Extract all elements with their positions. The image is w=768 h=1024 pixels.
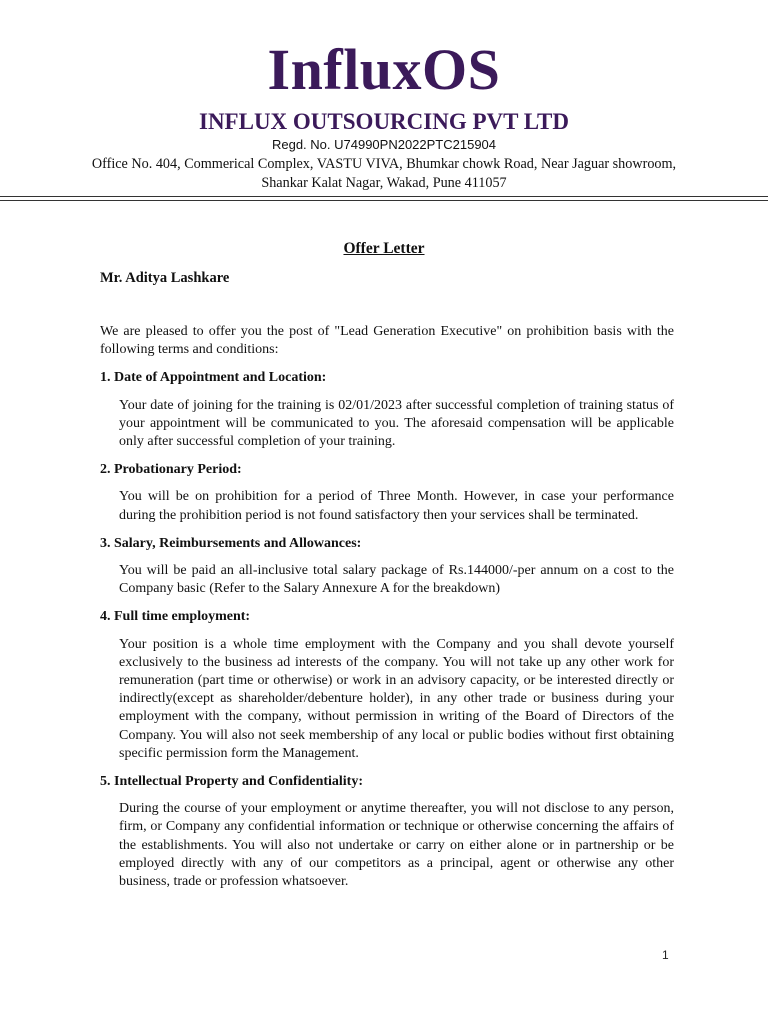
page-number: 1 [662,948,669,962]
addressee-name: Mr. Aditya Lashkare [100,270,230,286]
section-heading-confidentiality: 5. Intellectual Property and Confidentiality: [100,774,364,790]
section-body-confidentiality: During the course of your employment or anytime thereafter, you will not disclose to any person, firm, or Company any confidential information or technique or otherwise concerning the affairs of the establishments. You will also not undertake or carry on either alone or in partnership or be employed directly with any of our competitors as a principal, agent or otherwise any other business, trade or profession whatsoever. [119,801,674,890]
letter-title: Offer Letter [343,240,425,257]
section-heading-appointment: 1. Date of Appointment and Location: [100,370,327,386]
brand-logo-text: InfluxOS [267,37,501,102]
header-divider-top [0,196,768,197]
section-body-probation: You will be on prohibition for a period of Three Month. However, in case your performance during the prohibition period is not found satisfactory then your services shall be terminated. [119,489,674,523]
letter-body [100,323,674,891]
section-body-appointment: Your date of joining for the training is 02/01/2023 after successful completion of training status of your appointment will be communicated to you. The aforesaid compensation will be applicable only after successful completion of your training. [119,397,674,450]
section-heading-salary: 3. Salary, Reimbursements and Allowances: [100,535,362,551]
company-address: Office No. 404, Commerical Complex, VASTU VIVA, Bhumkar chowk Road, Near Jaguar showroom, Shankar Kalat Nagar, Wakad, Pune 411057 [91,156,677,191]
header-divider-bottom [0,200,768,201]
registration-number: Regd. No. U74990PN2022PTC215904 [271,137,497,152]
section-heading-employment: 4. Full time employment: [100,609,251,625]
section-heading-probation: 2. Probationary Period: [100,462,242,478]
intro-paragraph: We are pleased to offer you the post of "Lead Generation Executive" on prohibition basis with the following terms and conditions: [100,324,674,358]
section-body-salary: You will be paid an all-inclusive total salary package of Rs.144000/-per annum on a cost to the Company basic (Refer to the Salary Annexure A for the breakdown) [119,563,674,597]
section-body-employment: Your position is a whole time employment with the Company and you shall devote yourself exclusively to the business ad interests of the company. You will not take up any other work for remuneration (part time or otherwise) or work in an advisory capacity, or be interested directly or indirectly(except as shareholder/debenture holder), in any other trade or business during your employment with the company, without permission in writing of the Board of Directors of the Company. You will also not seek membership of any local or public bodies without first obtaining specific permission form the Management. [119,636,674,761]
company-name: INFLUX OUTSOURCING PVT LTD [199,109,569,134]
